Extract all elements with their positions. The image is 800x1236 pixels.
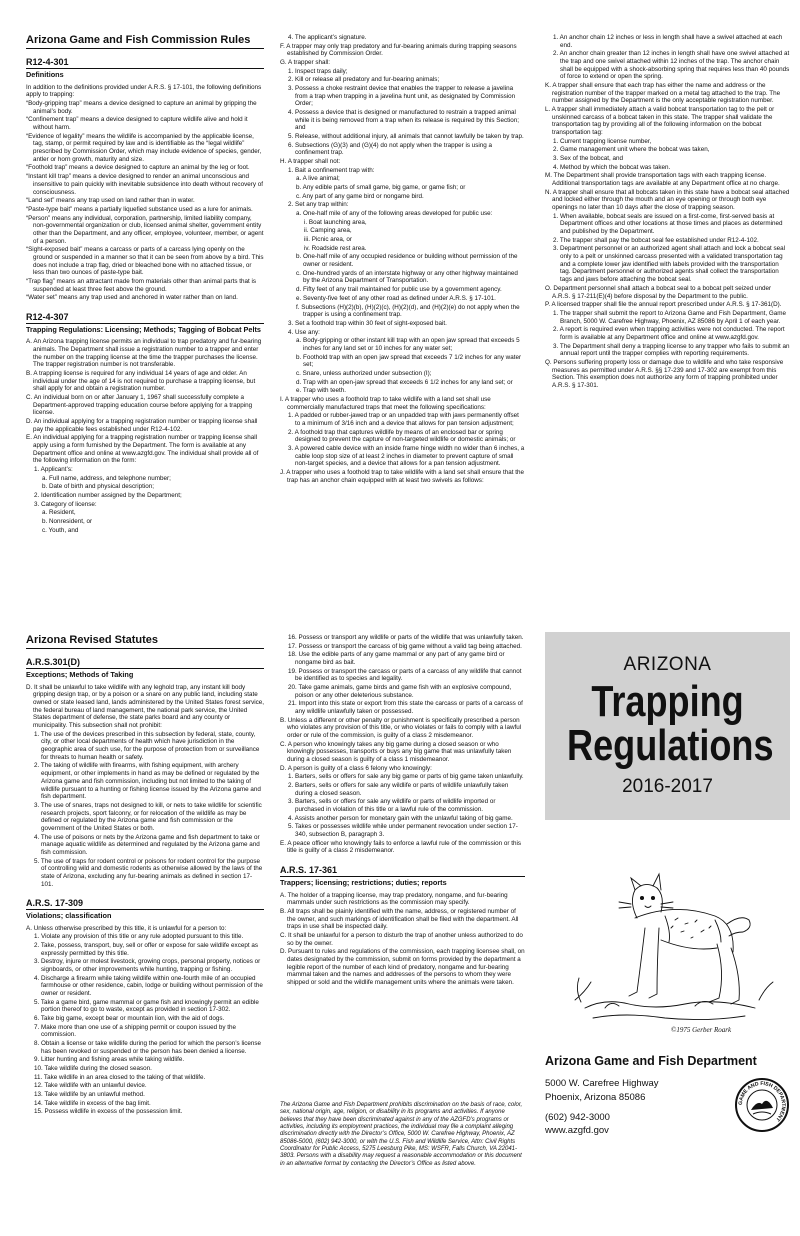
rule-id-r12-4-301: R12-4-301 [26,57,264,69]
statute-subtitle-exceptions: Exceptions; Methods of Taking [26,670,134,680]
text-line: 3. Category of license: [34,500,97,508]
text-line: 2. Game management unit where the bobcat was taken, [553,146,710,154]
text-line: “Confinement trap” means a device designed to capture wildlife alive and hold it without harm. [26,116,248,132]
text-line: ii. Camping area, [304,227,352,235]
text-line: 5. Release, without additional injury, all animals that cannot lawfully be taken by trap. [288,133,524,141]
cover-panel [545,632,790,1232]
text-line: 16. Possess or transport any wildlife or parts of the wildlife that was unlawfully taken. [288,634,524,641]
text-line: 2. Kill or release all predatory and fur-bearing animals; [288,76,440,84]
text-line: “Trap flag” means an attractant made from materials other than animal parts that is suspended at least three feet above the ground. [26,277,257,293]
text-line: 1. When available, bobcat seals are issued on a first-come, first-served basis at Department offices and other locations at those times and places as determined and published by the Department. [553,212,783,236]
text-line: c. Any part of any game bird or nongame bird. [296,192,424,200]
text-line: 2. A report is required even when trapping activities were not conducted. The report form is available at any Department office and online at www.azgfd.gov. [553,326,785,341]
statute-subtitle-trappers: Trappers; licensing; restrictions; duties; reports [280,878,447,888]
violations-list [26,925,264,1116]
text-line: d. Trap with an open-jaw spread that exceeds 6 1/2 inches for any land set; or [296,378,513,386]
text-line: 2. The taking of wildlife with firearms, with fishing equipment, with archery equipment, or other implements in hand as may be defined or regulated by the Arizona game and fish commission, including but not limited to the taking of wildlife pursuant to a hunting or fishing license issued by the Arizona game and fish department. [34,762,261,801]
text-line: A. The holder of a trapping license, may trap predatory, nongame, and fur-bearing mammals under such restrictions as the commission may specify. [280,891,508,907]
text-line: 17. Possess or transport the carcass of big game without a valid tag being attached. [288,642,522,650]
text-line: 10. Take wildlife during the closed season. [34,1065,152,1073]
text-line: A. Unless otherwise prescribed by this title, it is unlawful for a person to: [26,924,227,932]
text-line: 1. Barters, sells or offers for sale any big game or parts of big game taken unlawfully. [288,773,524,781]
text-line: 1. The use of the devices prescribed in this subsection by federal, state, county, city, or other local departments of health which have jurisdiction in the geographic area of such use, for the purpose of protection from or surveillance for threats to human health or safety. [34,730,260,761]
text-line: “Water set” means any trap used and anchored in water rather than on land. [26,294,238,302]
text-line: 5. Take a game bird, game mammal or game fish and knowingly permit an edible portion thereof to go to waste, except as provided in section 17-302. [34,998,259,1014]
rule-subtitle-trapping-regulations: Trapping Regulations: Licensing; Methods; Tagging of Bobcat Pelts [26,324,261,334]
definitions-list [26,84,264,302]
text-line: 2. Set any trap within: [288,201,349,209]
text-line: e. Trap with teeth. [296,387,347,395]
licensing-list [26,338,264,534]
text-line: In addition to the definitions provided under A.R.S. § 17-101, the following definitions apply to trapping: [26,83,262,99]
text-line: 4. Possess a device that is designed or manufactured to restrain a trapped animal while it is being removed from a trap when its release is required by this Section; and [288,109,519,132]
text-line: b. Nonresident, or [42,518,93,526]
statute-id-ars-17-361: A.R.S. 17-361 [280,865,525,877]
text-line: iii. Picnic area, or [304,236,352,244]
text-line: E. A peace officer who knowingly fails to enforce a lawful rule of the commission or this title is guilty of a class 2 misdemeanor. [280,839,522,855]
revised-statutes-col2 [280,634,525,1234]
text-line: 4. The applicant’s signature. [288,34,367,41]
text-line: “Body-gripping trap” means a device designed to capture an animal by gripping the animal’s body. [26,100,257,115]
commission-rules-col1 [26,34,264,614]
text-line: 4. Use any: [288,328,320,336]
text-line: C. An individual born on or after January 1, 1967 shall successfully complete a Department-approved trapping education course before applying for a trapping license. [26,393,253,417]
commission-rules-heading: Arizona Game and Fish Commission Rules [26,34,264,49]
text-line: 14. Take wildlife in excess of the bag limit. [34,1099,151,1107]
text-line: 2. The trapper shall pay the bobcat seal fee established under R12-4-102. [553,236,759,244]
cover-state: ARIZONA [623,654,712,675]
text-line: 3. A powered cable device with an inside frame hinge width no wider than 6 inches, a cable loop stop size of at least 2 inches in diameter to prevent capture of small non-target species, and a device that allows for a pan tension adjustment. [288,444,525,468]
artist-signature: ©1975 Gerber Roark [671,1026,732,1034]
text-line: A. An Arizona trapping license permits an individual to trap predatory and fur-bearing animals. The Department shall issue a registration number to a trapper and enter the number on the trapping license at the time the trapper purchases the license. The trapper registration number is not transferable. [26,338,262,369]
text-line: 5. Takes or possesses wildlife while under permanent revocation under section 17-340, subsection B, paragraph 3. [288,823,518,839]
bobcat-tagging-list [545,34,790,390]
text-line: O. Department personnel shall attach a bobcat seal to a bobcat pelt seized under A.R.S. § 17-211(E)(4) before disposal by the Department to the public. [545,284,772,300]
text-line: 9. Litter hunting and fishing areas while taking wildlife. [34,1056,185,1064]
text-line: C. A person who knowingly takes any big game during a closed season or who knowingly possesses, transports or buys any big game that was unlawfully taken during a closed season is guilty of a class 1 misdemeanor. [280,740,512,764]
text-line: E. An individual applying for a trapping registration number or trapping license shall apply using a form furnished by the Department. The form is available at any Department office and online at www.azgfd.gov. The individual shall provide all of the following information on the form: [26,434,259,465]
text-line: B. Unless a different or other penalty or punishment is specifically prescribed a person who violates any provision of this title, or who violates or fails to comply with a lawful order or rule of the commission, is guilty of a class 2 misdemeanor. [280,716,522,740]
text-line: a. A live animal; [296,175,340,183]
text-line: 8. Obtain a license or take wildlife during the period for which the person’s license has been revoked or suspended or the person has been denied a license. [34,1040,262,1055]
bobcat-sketch [545,832,790,1042]
exceptions-list [26,684,264,888]
text-line: b. Date of birth and physical description; [42,483,155,491]
text-line: 1. Applicant’s: [34,466,73,474]
text-line: b. Foothold trap with an open jaw spread that exceeds 7 1/2 inches for any water set; [296,353,522,369]
text-line: L. A trapper shall immediately attach a valid bobcat transportation tag to the pelt or unskinned carcass of a bobcat taken in this state. The trapper shall validate the transportation tag by providing all of the following information on the bobcat transportation tag: [545,106,775,137]
text-line: 3. Sex of the bobcat, and [553,155,624,163]
text-line: b. Any edible parts of small game, big game, or game fish; or [296,184,466,192]
department-address [545,1077,659,1138]
text-line: “Foothold trap” means a device designed to capture an animal by the leg or foot. [26,164,250,172]
text-line: D. An individual applying for a trapping registration number or trapping license shall pay the applicable fees established under R12-4-102. [26,417,258,433]
text-line: a. One-half mile of any of the following areas developed for public use: [296,210,493,218]
text-line: c. Youth, and [42,526,79,534]
statute-id-ars-17-309: A.R.S. 17-309 [26,898,264,910]
rule-id-r12-4-307: R12-4-307 [26,312,264,324]
text-line: 7. Make more than one use of a shipping permit or coupon issued by the commission. [34,1023,236,1039]
text-line: e. Seventy-five feet of any other road as defined under A.R.S. § 17-101. [296,294,496,302]
text-line: 4. Assists another person for monetary gain with the unlawful taking of big game. [288,814,513,822]
department-name: Arizona Game and Fish Department [545,1054,757,1068]
text-line: H. A trapper shall not: [280,158,341,166]
text-line: 18. Use the edible parts of any game mammal or any part of any game bird or nongame bird as bait. [288,651,505,667]
text-line: a. Body-gripping or other instant kill trap with an open jaw spread that exceeds 5 inches for any land set or 10 inches for any water set; [296,337,520,352]
text-line: 21. Import into this state or export from this state the carcass or parts of a carcass of any wildlife unlawfully taken or possessed. [288,700,523,716]
text-line: “Paste-type bait” means a partially liquefied substance used as a lure for animals. [26,205,253,213]
text-line: iv. Roadside rest area. [304,244,367,252]
trapper-licensing-list [280,892,525,987]
text-line: b. One-half mile of any occupied residence or building without permission of the owner or resident. [296,253,518,269]
text-line: D. A person is guilty of a class 6 felony who knowingly: [280,764,432,772]
text-line: N. A trapper shall ensure that all bobcats taken in this state have a bobcat seal attached and locked either through the mouth and an eye opening or through both eye openings no later than 10 days after the close of trapping season. [545,188,790,212]
agfd-seal-icon [735,1078,789,1132]
text-line: 3. Set a foothold trap within 30 feet of sight-exposed bait. [288,319,447,327]
seal-text: GAME AND FISH DEPARTMENT [737,1080,787,1123]
text-line: 3. Possess a choke restraint device that enables the trapper to release a javelina from a trap when trapping in a javelina hunt unit, as designated by Commission Order; [288,85,516,108]
text-line: G. A trapper shall: [280,59,331,67]
text-line: 19. Possess or transport the carcass or parts of a carcass of any wildlife that cannot be identified as to species and legality. [288,667,522,683]
text-line: c. Snare, unless authorized under subsection (I); [296,369,432,377]
statute-subtitle-violations: Violations; classification [26,911,112,921]
text-line: d. Fifty feet of any trail maintained for public use by a government agency. [296,286,502,294]
text-line: 4. The use of poisons or nets by the Arizona game and fish department to take or manage aquatic wildlife as determined and regulated by the Arizona game and fish commission. [34,833,260,856]
text-line: 6. Take big game, except bear or mountain lion, with the aid of dogs. [34,1014,225,1022]
revised-statutes-col1 [26,634,264,1234]
cover-title-line2: Regulations [567,721,774,770]
text-line: I. A trapper who uses a foothold trap to take wildlife with a land set shall use commercially manufactured traps that meet the following specifications: [280,395,491,411]
cover-title-line1: Trapping [591,677,744,726]
text-line: i. Boat launching area, [304,218,367,226]
address-line1: 5000 W. Carefree Highway [545,1078,659,1089]
address-line2: Phoenix, Arizona 85086 [545,1091,646,1103]
text-line: D. It shall be unlawful to take wildlife with any leghold trap, any instant kill body gripping design trap, or by a poison or a snare on any public land, including state owned or state leased land, lands administered by the United States forest service, the federal bureau of land management, the national park service, the United States department of defense, the state parks board and any county or municipality. This subsection shall not prohibit: [26,683,264,730]
rule-subtitle-definitions: Definitions [26,70,64,80]
text-line: 3. The use of snares, traps not designed to kill, or nets to take wildlife for scientific research projects, sport falconry, or for relocation of the wildlife as may be defined or regulated by the Arizona game and fish commission or the government of the United States or both. [34,801,262,832]
text-line: 15. Possess wildlife in excess of the possession limit. [34,1108,183,1116]
text-line: 1. An anchor chain 12 inches or less in length shall have a swivel attached at each end. [553,34,783,49]
text-line: P. A licensed trapper shall file the annual report prescribed under A.R.S. § 17-361(D). [545,301,782,309]
text-line: 20. Take game animals, game birds and game fish with an explosive compound, poison or any other deleterious substance. [288,684,512,699]
text-line: 3. Barters, sells or offers for sale any wildlife or parts of wildlife imported or purchased in violation of this title or a lawful rule of the commission. [288,798,496,814]
nondiscrimination-notice: The Arizona Game and Fish Department prohibits discrimination on the basis of race, color, sex, national origin, age, religion, or disability in its programs and activities. If anyone believes that they have been discriminated against in any of the AZGFD’s programs or activities, including its employment practices, the individual may file a complaint alleging discrimination directly with the Director’s Office, 5000 W. Carefree Highway, Phoenix, AZ 85086-5000, (602) 942-3000, or with the U.S. Fish and Wildlife Service, Attn: Civil Rights Coordinator for Public Access, 5275 Leesburg Pike, MS: WSFR, Falls Church, VA 22041-3803. Persons with a disability may request a reasonable accommodation or this document in an alternative format by contacting the Director’s Office as listed above. [280,1102,523,1167]
text-line: M. The Department shall provide transportation tags with each trapping license. Additional transportation tags are available at any Department office at no charge. [545,172,780,188]
department-phone: (602) 942-3000 [545,1111,610,1123]
text-line: c. One-hundred yards of an interstate highway or any other highway maintained by the Arizona Department of Transportation. [296,269,518,285]
text-line: 11. Take wildlife in an area closed to the taking of that wildlife. [34,1073,206,1081]
text-line: 1. A padded or rubber-jawed trap or an unpadded trap with jaws permanently offset to a minimum of 3/16 inch and a device that allows for pan tension adjustment; [288,412,519,427]
text-line: 4. Method by which the bobcat was taken. [553,163,671,171]
text-line: “Sight-exposed bait” means a carcass or parts of a carcass lying openly on the ground or suspended in a manner so that it can be seen from above by a bird. This does not include a trap flag, dried or bleached bone with no attached tissue, or less than two ounces of paste-type bait. [26,246,264,277]
commission-rules-col2 [280,34,525,614]
text-line: 5. The use of traps for rodent control or poisons for rodent control for the purpose of controlling wild and domestic rodents as otherwise allowed by the laws of the state of Arizona, excluding any fur-bearing animals as defined in section 17-101. [34,857,263,888]
text-line: 2. Barters, sells or offers for sale any wildlife or parts of wildlife unlawfully taken during a closed season. [288,782,509,797]
text-line: a. Resident, [42,509,76,517]
text-line: 1. Inspect traps daily; [288,67,348,75]
text-line: “Instant kill trap” means a device designed to render an animal unconscious and insensitive to pain quickly with inevitable subsidence into death without recovery of consciousness. [26,173,263,196]
text-line: a. Full name, address, and telephone number; [42,474,171,482]
text-line: J. A trapper who uses a foothold trap to take wildlife with a land set shall ensure that the trap has an anchor chain equipped with at least two swivels as follows: [280,468,524,484]
text-line: 13. Take wildlife by an unlawful method. [34,1091,145,1099]
cover-title-box [545,632,790,820]
text-line: 1. Violate any provision of this title or any rule adopted pursuant to this title. [34,933,244,941]
trapper-duties-list [280,34,525,484]
text-line: 2. Identification number assigned by the Department; [34,492,182,500]
cover-years: 2016-2017 [622,776,713,797]
text-line: “Land set” means any trap used on land rather than in water. [26,197,195,205]
text-line: K. A trapper shall ensure that each trap has either the name and address or the registration number of the trapper marked on a metal tag attached to the trap. The number assigned by the Department is the only acceptable registration number. [545,82,781,105]
text-line: 6. Subsections (G)(3) and (G)(4) do not apply when the trapper is using a confinement trap. [288,141,493,157]
commission-rules-col3 [545,34,790,614]
text-line: 3. Destroy, injure or molest livestock, growing crops, personal property, notices or signboards, or other improvements while hunting, trapping or fishing. [34,958,261,973]
text-line: 1. Bait a confinement trap with: [288,166,375,174]
text-line: 1. Current trapping license number, [553,137,652,145]
text-line: 12. Take wildlife with an unlawful device. [34,1082,147,1090]
text-line: f. Subsections (H)(2)(b), (H)(2)(c), (H)(2)(d), and (H)(2)(e) do not apply when the trapper is using a confinement trap. [296,303,520,319]
violations-continued-list [280,634,525,855]
revised-statutes-heading: Arizona Revised Statutes [26,634,264,649]
text-line: 2. Take, possess, transport, buy, sell or offer or expose for sale wildlife except as expressly permitted by this title. [34,941,259,957]
text-line: 4. Discharge a firearm while taking wildlife within one-fourth mile of an occupied farmhouse or other residence, cabin, lodge or building without permission of the owner or resident. [34,974,263,997]
department-website[interactable]: www.azgfd.gov [545,1125,609,1137]
text-line: 2. A foothold trap that captures wildlife by means of an enclosed bar or spring designed to prevent the capture of non-targeted wildlife or domestic animals; or [288,428,516,444]
text-line: “Person” means any individual, corporation, partnership, limited liability company, non-governmental organization or club, licensed animal shelter, government entity other than the Department, and any officer, employee, volunteer, member, or agent of a person. [26,214,264,245]
text-line: C. It shall be unlawful for a person to disturb the trap of another unless authorized to do so by the owner. [280,931,523,947]
text-line: B. A trapping license is required for any individual 14 years of age and older. An individual under the age of 14 is not required to purchase a trapping license, but shall apply for and obtain a registration number. [26,369,256,393]
text-line: 3. The Department shall deny a trapping license to any trapper who fails to submit an annual report until the trapper complies with reporting requirements. [553,342,790,358]
text-line: 1. The trapper shall submit the report to Arizona Game and Fish Department, Game Branch, 5000 W. Carefree Highway, Phoenix, AZ 85086 by April 1 of each year. [553,309,786,325]
text-line: B. All traps shall be plainly identified with the name, address, or registered number of the owner, and such markings of identification shall be filed with the department. All traps in use shall be inspected daily. [280,907,519,931]
text-line: Q. Persons suffering property loss or damage due to wildlife and who take responsive measures as permitted under A.R.S. §§ 17-239 and 17-302 are exempt from this Section. This exemption does not authorize any form of trapping prohibited under A.R.S. § 17-301. [545,358,784,389]
text-line: 2. An anchor chain greater than 12 inches in length shall have one swivel attached at the trap and one swivel attached within 12 inches of the trap. The anchor chain shall be equipped with a shock-absorbing spring that requires less than 40 pounds of force to extend or open the spring. [553,50,790,81]
text-line: F. A trapper may only trap predatory and fur-bearing animals during trapping seasons established by Commission Order. [280,42,517,58]
text-line: D. Pursuant to rules and regulations of the commission, each trapping licensee shall, on dates designated by the commission, submit on forms provided by the department a legible report of the number of each kind of predatory, nongame and fur-bearing mammal taken and the names and addresses of the persons to whom they were shipped or sold and the wildlife management units where the animals were taken. [280,948,525,986]
text-line: 3. Department personnel or an authorized agent shall attach and lock a bobcat seal only to a pelt or unskinned carcass presented with a validated transportation tag and a complete lower jaw identified with labels provided with the transportation tag. Department personnel or authorized agents shall collect the transportation tags and jaws before attaching the bobcat seal. [553,245,786,284]
text-line: “Evidence of legality” means the wildlife is accompanied by the applicable license, tag, stamp, or permit required by law and is identifiable as the “legal wildlife” prescribed by Commission Order, which may include evidence of species, gender, antler or horn growth, maturity and size. [26,132,262,163]
statute-id-ars-301d: A.R.S.301(D) [26,657,264,669]
